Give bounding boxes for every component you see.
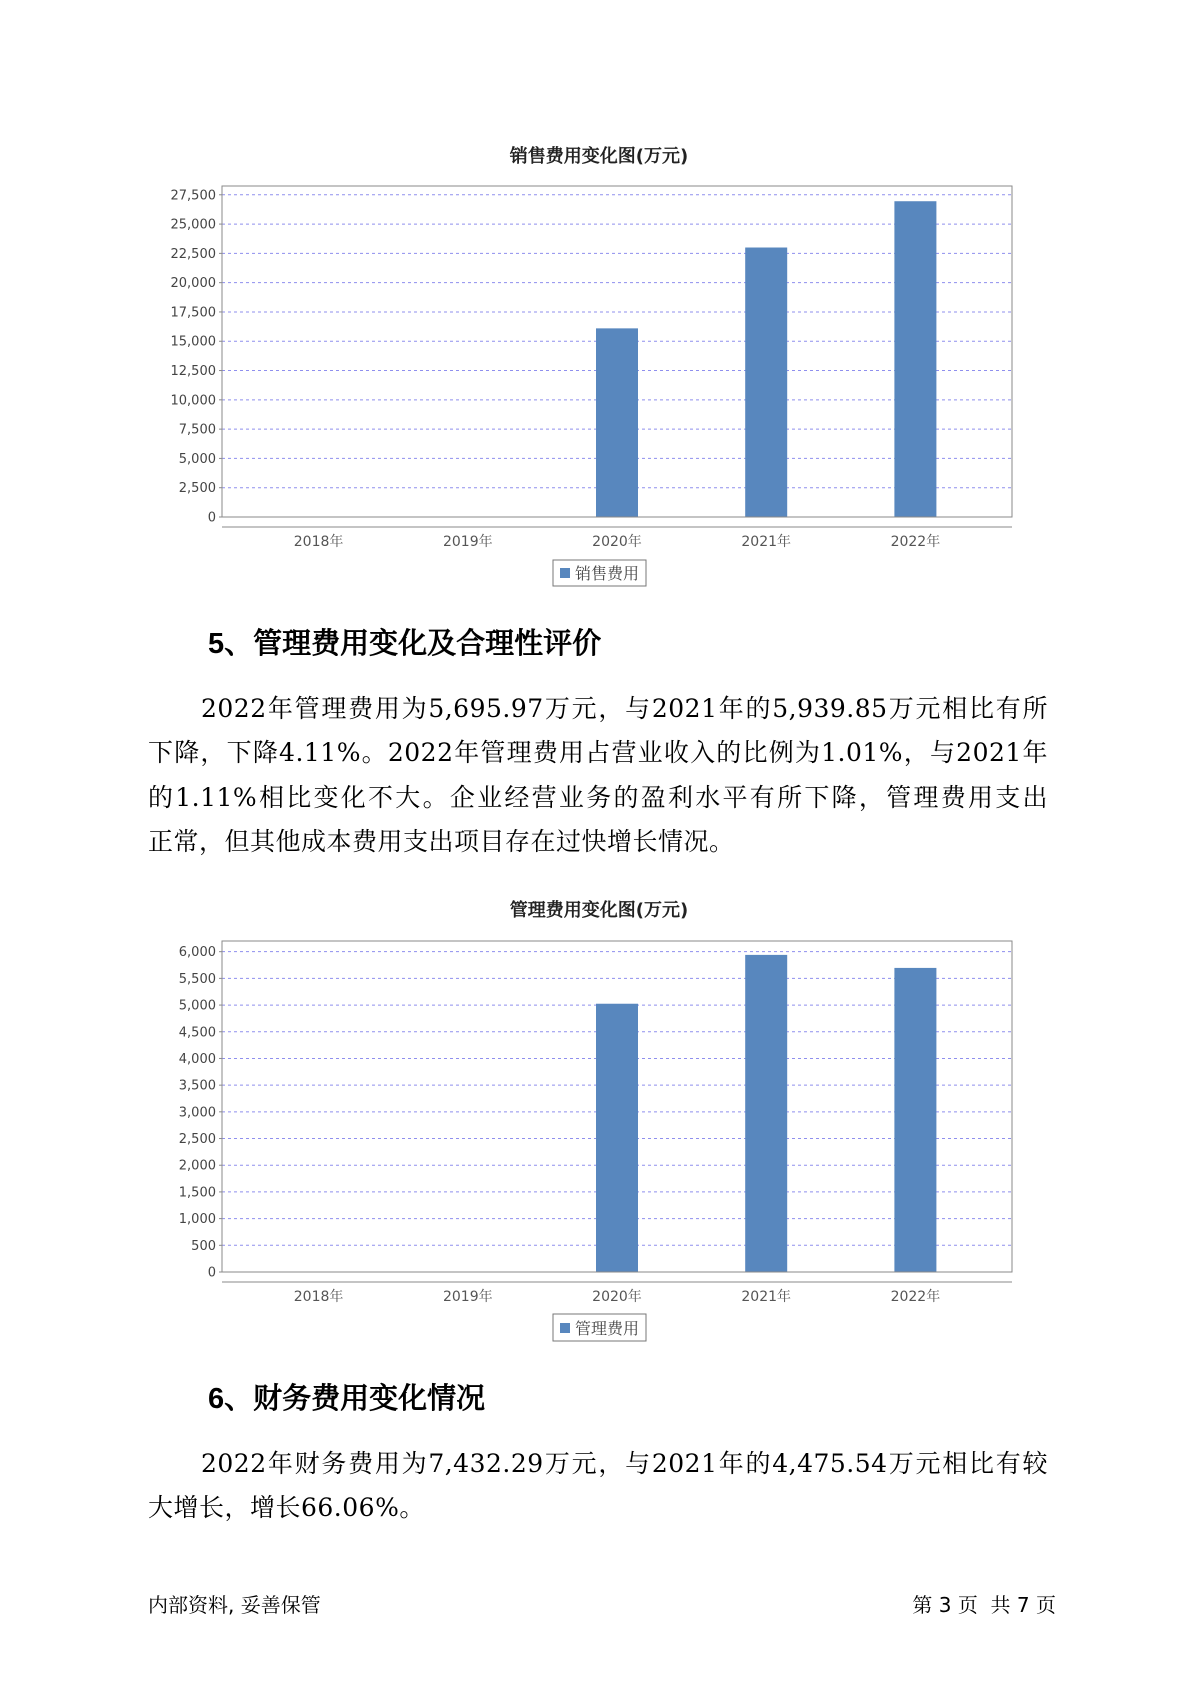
section-heading-6: 6、财务费用变化情况 xyxy=(208,1383,486,1415)
x-tick-label: 2022年 xyxy=(890,534,941,550)
chart-title: 销售费用变化图(万元) xyxy=(509,146,689,167)
y-tick-label: 2,000 xyxy=(178,1158,216,1174)
x-tick-label: 2018年 xyxy=(293,1289,344,1305)
page-footer xyxy=(148,1591,1056,1619)
bar-2021 xyxy=(745,955,787,1272)
section6-body-line: 2022年财务费用为7,432.29万元，与2021年的4,475.54万元相比有较 xyxy=(201,1449,1048,1478)
x-axis xyxy=(294,533,940,550)
y-tick-label: 0 xyxy=(207,1265,216,1281)
x-tick-label: 2018年 xyxy=(293,534,344,550)
chart-title: 管理费用变化图(万元) xyxy=(509,900,689,921)
y-tick-label: 25,000 xyxy=(170,217,216,233)
legend-swatch-icon xyxy=(560,568,570,578)
section5-body-line: 2022年管理费用为5,695.97万元，与2021年的5,939.85万元相比有所 xyxy=(201,694,1048,723)
legend-label: 管理费用 xyxy=(575,1319,640,1338)
y-tick-label: 0 xyxy=(207,510,216,526)
y-tick-label: 6,000 xyxy=(178,945,216,961)
bar-2022 xyxy=(894,201,936,517)
y-tick-label: 22,500 xyxy=(170,246,216,262)
x-tick-label: 2022年 xyxy=(890,1289,941,1305)
y-tick-label: 27,500 xyxy=(170,188,216,204)
y-tick-label: 500 xyxy=(191,1238,216,1254)
x-tick-label: 2019年 xyxy=(442,1289,493,1305)
x-tick-label: 2019年 xyxy=(442,534,493,550)
y-tick-label: 4,500 xyxy=(178,1025,216,1041)
legend xyxy=(553,1314,646,1341)
legend-swatch-icon xyxy=(560,1323,570,1333)
y-axis xyxy=(179,945,222,1280)
y-tick-label: 17,500 xyxy=(170,305,216,321)
section6-body xyxy=(148,1442,1048,1531)
section5-body-line: 的1.11%相比变化不大。企业经营业务的盈利水平有所下降，管理费用支出 xyxy=(148,782,1048,812)
section5-body-line: 正常，但其他成本费用支出项目存在过快增长情况。 xyxy=(148,826,735,856)
section6-body-line: 大增长，增长66.06%。 xyxy=(148,1493,425,1523)
bar-2022 xyxy=(894,968,936,1272)
x-axis xyxy=(294,1288,940,1305)
y-tick-label: 12,500 xyxy=(170,364,216,380)
y-tick-label: 20,000 xyxy=(170,276,216,292)
sales-expense-chart xyxy=(0,140,1191,600)
bar-2020 xyxy=(596,1004,638,1272)
y-tick-label: 3,500 xyxy=(178,1078,216,1094)
confidential-note: 内部资料, 妥善保管 xyxy=(148,1593,321,1617)
y-tick-label: 4,000 xyxy=(178,1051,216,1067)
y-tick-label: 7,500 xyxy=(178,422,216,438)
bar-2021 xyxy=(745,248,787,517)
admin-expense-chart xyxy=(0,895,1191,1355)
y-tick-label: 5,000 xyxy=(178,998,216,1014)
x-tick-label: 2021年 xyxy=(741,534,792,550)
y-tick-label: 10,000 xyxy=(170,393,216,409)
x-tick-label: 2020年 xyxy=(592,1289,642,1305)
y-tick-label: 15,000 xyxy=(170,334,216,350)
y-tick-label: 2,500 xyxy=(178,481,216,497)
section-heading-5: 5、管理费用变化及合理性评价 xyxy=(208,628,602,660)
section5-body-line: 下降，下降4.11%。2022年管理费用占营业收入的比例为1.01%，与2021年 xyxy=(148,738,1048,768)
bar-2020 xyxy=(596,328,638,517)
section5-body xyxy=(148,687,1048,864)
y-tick-label: 1,000 xyxy=(178,1212,216,1228)
y-tick-label: 1,500 xyxy=(178,1185,216,1201)
y-tick-label: 3,000 xyxy=(178,1105,216,1121)
legend-label: 销售费用 xyxy=(575,564,640,583)
y-tick-label: 5,500 xyxy=(178,971,216,987)
y-tick-label: 5,000 xyxy=(178,451,216,467)
x-tick-label: 2020年 xyxy=(592,534,642,550)
legend xyxy=(553,560,646,586)
y-tick-label: 2,500 xyxy=(178,1132,216,1148)
y-axis xyxy=(171,188,223,525)
page-number: 第 3 页 共 7 页 xyxy=(912,1593,1056,1617)
x-tick-label: 2021年 xyxy=(741,1289,792,1305)
